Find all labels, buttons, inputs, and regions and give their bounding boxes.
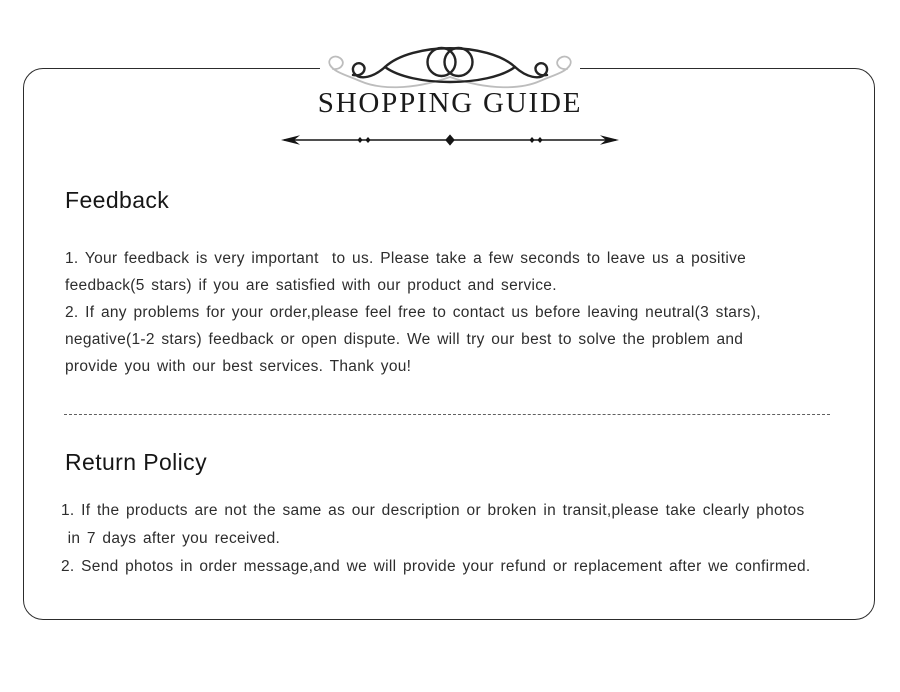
feedback-line-2: feedback(5 stars) if you are satisfied with our product and service. (65, 277, 557, 294)
return-policy-line-1: 1. If the products are not the same as our description or broken in transit,please take clearly photos (61, 502, 805, 519)
return-policy-section-heading: Return Policy (65, 449, 207, 475)
feedback-line-1: 1. Your feedback is very important to us. Please take a few seconds to leave us a positive (65, 250, 747, 267)
feedback-section-heading: Feedback (65, 187, 170, 213)
feedback-line-4: negative(1-2 stars) feedback or open dispute. We will try our best to solve the problem and (65, 331, 744, 348)
arrow-diamond-divider-icon (280, 132, 620, 148)
feedback-line-5: provide you with our best services. Thank you! (65, 358, 412, 375)
return-policy-line-2: in 7 days after you received. (61, 530, 281, 547)
return-policy-text (61, 497, 811, 581)
feedback-text (65, 245, 761, 380)
return-policy-line-3: 2. Send photos in order message,and we will provide your refund or replacement after we confirmed. (61, 558, 811, 575)
page-title: SHOPPING GUIDE (317, 87, 583, 119)
feedback-line-3: 2. If any problems for your order,please feel free to contact us before leaving neutral(3 stars), (65, 304, 761, 321)
section-divider-line (64, 414, 830, 415)
